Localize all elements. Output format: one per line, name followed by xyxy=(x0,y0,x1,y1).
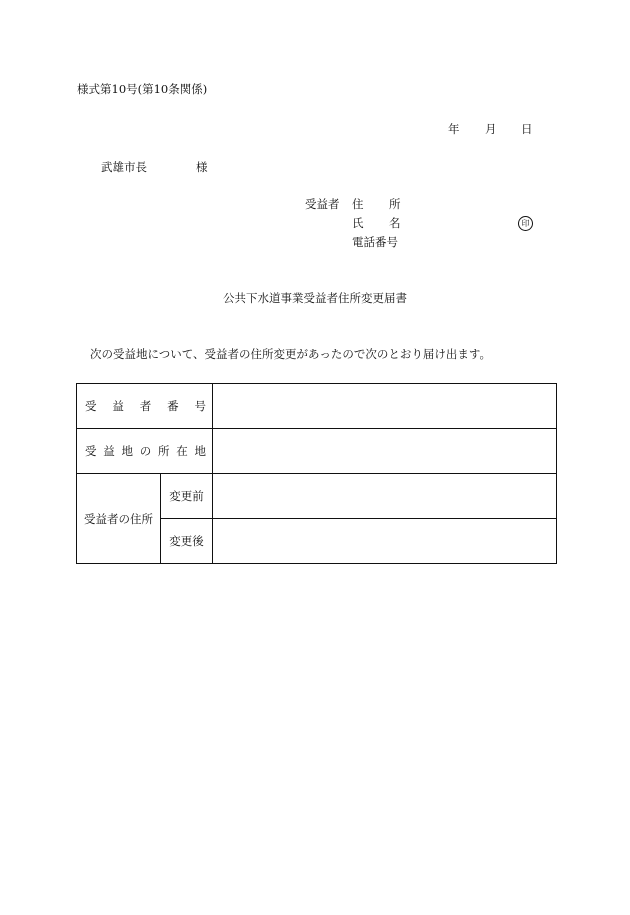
label-char: 号 xyxy=(194,399,206,413)
beneficiary-number-field[interactable] xyxy=(213,384,557,429)
land-location-field[interactable] xyxy=(213,429,557,474)
date-month-label: 月 xyxy=(485,122,497,136)
address-label-1: 住 xyxy=(352,197,364,211)
address-label-2: 所 xyxy=(389,197,401,211)
label-char: 者 xyxy=(139,399,152,413)
seal-mark-icon: 印 xyxy=(518,216,533,231)
beneficiary-number-label xyxy=(77,384,213,429)
label-char: の xyxy=(139,444,152,458)
label-char: 番 xyxy=(167,399,179,413)
label-char: 所 xyxy=(158,444,170,458)
applicant-role-label: 受益者 xyxy=(305,197,340,211)
label-char: 受 xyxy=(85,444,97,458)
addressee-honorific: 様 xyxy=(196,160,208,174)
after-change-label: 変更後 xyxy=(161,519,213,564)
label-char: 受 xyxy=(85,399,97,413)
body-text: 次の受益地について、受益者の住所変更があったので次のとおり届け出ます。 xyxy=(90,347,492,361)
before-change-label: 変更前 xyxy=(161,474,213,519)
label-char: 地 xyxy=(194,444,206,458)
name-label-1: 氏 xyxy=(352,216,364,230)
before-change-field[interactable] xyxy=(213,474,557,519)
table-row xyxy=(77,429,557,474)
info-table xyxy=(76,383,557,564)
table-row xyxy=(77,474,557,519)
date-year-label: 年 xyxy=(448,122,460,136)
beneficiary-address-label: 受益者の住所 xyxy=(77,474,161,564)
table-row xyxy=(77,384,557,429)
document-title: 公共下水道事業受益者住所変更届書 xyxy=(223,291,407,305)
addressee xyxy=(101,160,208,174)
name-label-2: 名 xyxy=(389,216,401,230)
label-char: 地 xyxy=(121,444,133,458)
phone-label: 電話番号 xyxy=(352,235,398,249)
form-number: 様式第10号(第10条関係) xyxy=(77,82,208,96)
addressee-name: 武雄市長 xyxy=(101,160,147,174)
date-day-label: 日 xyxy=(521,122,533,136)
land-location-label xyxy=(77,429,213,474)
label-char: 益 xyxy=(103,444,115,458)
after-change-field[interactable] xyxy=(213,519,557,564)
label-char: 在 xyxy=(176,444,188,458)
label-char: 益 xyxy=(112,399,124,413)
